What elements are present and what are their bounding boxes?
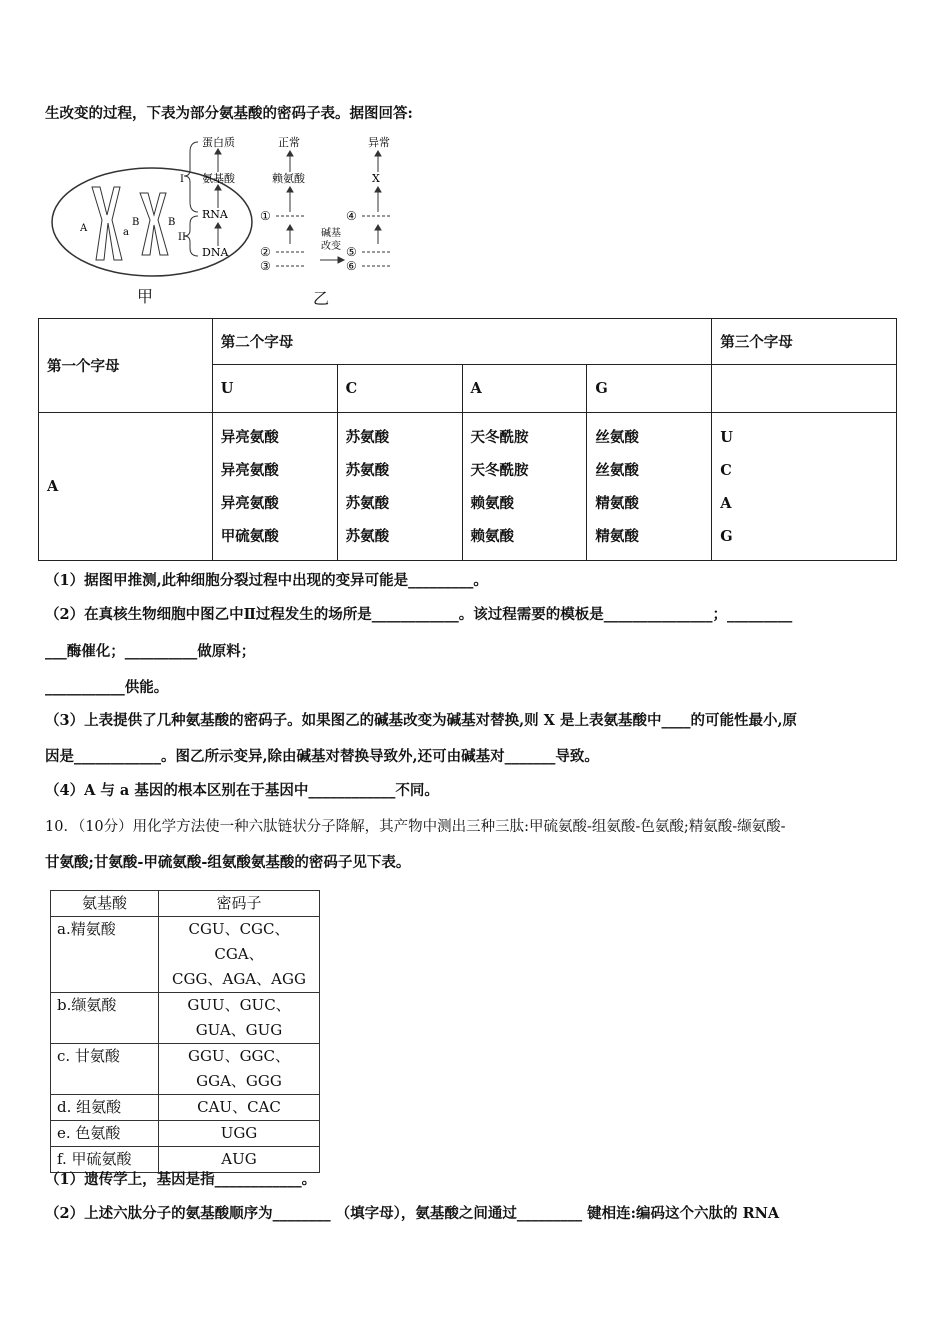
label-rna: RNA [202, 208, 228, 221]
header-second-letter: 第二个字母 [212, 319, 711, 365]
cell: G [720, 527, 733, 545]
aa-codons: GGU、GGC、 GGA、GGG [159, 1044, 320, 1095]
amino-acid-table [50, 890, 320, 1173]
aa-codons: AUG [159, 1147, 320, 1173]
second-letter-u: U [212, 365, 337, 413]
circle-4: ④ [346, 209, 357, 223]
cell: 异亮氨酸 [220, 461, 279, 479]
roman-II: II [178, 232, 186, 243]
cell: 天冬酰胺 [470, 461, 529, 479]
aa-header-codon: 密码子 [159, 891, 320, 917]
aa-codons: GUU、GUC、 GUA、GUG [159, 993, 320, 1044]
cell-label-1: A [80, 223, 88, 234]
cell-label-4: B [168, 217, 176, 228]
column-a [462, 413, 587, 561]
cell: 甲硫氨酸 [220, 527, 279, 545]
codon-table [38, 318, 897, 561]
cell: 天冬酰胺 [470, 428, 529, 446]
cell: 赖氨酸 [470, 494, 514, 512]
column-g [587, 413, 712, 561]
label-amino-acid: 氨基酸 [202, 172, 235, 185]
cell: 丝氨酸 [595, 461, 639, 479]
problem-10-line-2: 甘氨酸;甘氨酸-甲硫氨酸-组氨酸氨基酸的密码子见下表。 [45, 854, 411, 871]
circle-1: ① [260, 209, 271, 223]
third-letter-header-empty [712, 365, 897, 413]
cell: 精氨酸 [595, 527, 639, 545]
arrows-left [215, 149, 221, 246]
cell: A [720, 494, 732, 512]
yi-label: 乙 [313, 289, 330, 308]
label-protein: 蛋白质 [202, 136, 235, 149]
column-third [712, 413, 897, 561]
aa-name: b.缬氨酸 [51, 993, 159, 1044]
header-third-letter: 第三个字母 [712, 319, 897, 365]
question-2-line-2: ___酶催化；__________做原料； [45, 643, 256, 660]
header-first-letter: 第一个字母 [39, 319, 213, 413]
circle-2: ② [260, 245, 271, 259]
circle-5: ⑤ [346, 245, 357, 259]
aa-name: f. 甲硫氨酸 [51, 1147, 159, 1173]
cell: 苏氨酸 [345, 494, 390, 512]
aa-name: c. 甘氨酸 [51, 1044, 159, 1095]
cell: 苏氨酸 [345, 461, 390, 479]
aa-codons: UGG [159, 1121, 320, 1147]
label-normal: 正常 [278, 136, 300, 149]
aa-codons: CGU、CGC、CGA、 CGG、AGA、AGG [159, 917, 320, 993]
cell: 精氨酸 [595, 494, 639, 512]
question-2-line-1: （2）在真核生物细胞中图乙中Ⅱ过程发生的场所是____________。该过程需要的模板是_______________；_________ [45, 606, 793, 623]
roman-I: I [180, 174, 184, 185]
problem-10-line-1: 10．（10分）用化学方法使一种六肽链状分子降解，其产物中测出三种三肽:甲硫氨酸-组氨酸-色氨酸;精氨酸-缬氨酸- [45, 819, 786, 835]
cell: C [720, 461, 732, 479]
aa-name: a.精氨酸 [51, 917, 159, 993]
aa-codons: CAU、CAC [159, 1095, 320, 1121]
cell: 苏氨酸 [345, 527, 390, 545]
circle-3: ③ [260, 259, 271, 273]
question-2-line-3: ___________供能。 [45, 679, 169, 696]
cell: 苏氨酸 [345, 428, 390, 446]
aa-name: e. 色氨酸 [51, 1121, 159, 1147]
mutation-label-2: 改变 [321, 241, 341, 252]
brace-I [184, 142, 198, 212]
label-abnormal: 异常 [368, 136, 390, 149]
cell: 异亮氨酸 [220, 428, 279, 446]
circle-6: ⑥ [346, 259, 357, 273]
sub-question-2: （2）上述六肽分子的氨基酸顺序为________ （填字母），氨基酸之间通过_________ 键相连:编码这个六肽的 RNA [45, 1205, 780, 1222]
first-letter-a: A [39, 413, 213, 561]
second-letter-c: C [337, 365, 462, 413]
chromosome-b-pair [140, 193, 168, 255]
figure-yi [180, 132, 400, 277]
jia-label: 甲 [137, 287, 154, 306]
question-4: （4）A 与 a 基因的根本区别在于基因中____________不同。 [45, 782, 439, 799]
second-letter-g: G [587, 365, 712, 413]
sub-question-1: （1）遗传学上，基因是指____________。 [45, 1171, 317, 1188]
second-letter-a: A [462, 365, 587, 413]
cell: 异亮氨酸 [220, 494, 279, 512]
brace-II [184, 216, 198, 256]
label-x: X [372, 172, 380, 185]
question-3-line-1: （3）上表提供了几种氨基酸的密码子。如果图乙的碱基改变为碱基对替换,则 X 是上表氨基酸中____的可能性最小,原 [45, 712, 798, 729]
label-lysine: 赖氨酸 [272, 172, 305, 185]
question-3-line-2: 因是____________。图乙所示变异,除由碱基对替换导致外,还可由碱基对_______导致。 [45, 748, 599, 765]
aa-name: d. 组氨酸 [51, 1095, 159, 1121]
cell-label-2: a [123, 227, 129, 238]
intro-text: 生改变的过程，下表为部分氨基酸的密码子表。据图回答: [45, 105, 413, 122]
column-c [337, 413, 462, 561]
cell-label-3: B [132, 217, 140, 228]
cell: 丝氨酸 [595, 428, 639, 446]
label-dna: DNA [202, 246, 229, 259]
aa-header-name: 氨基酸 [51, 891, 159, 917]
mutation-label-1: 碱基 [321, 228, 341, 239]
cell: 赖氨酸 [470, 527, 514, 545]
chromosome-a-pair [92, 187, 122, 260]
column-u [212, 413, 337, 561]
cell: U [720, 428, 733, 446]
question-1: （1）据图甲推测,此种细胞分裂过程中出现的变异可能是_________。 [45, 572, 488, 589]
